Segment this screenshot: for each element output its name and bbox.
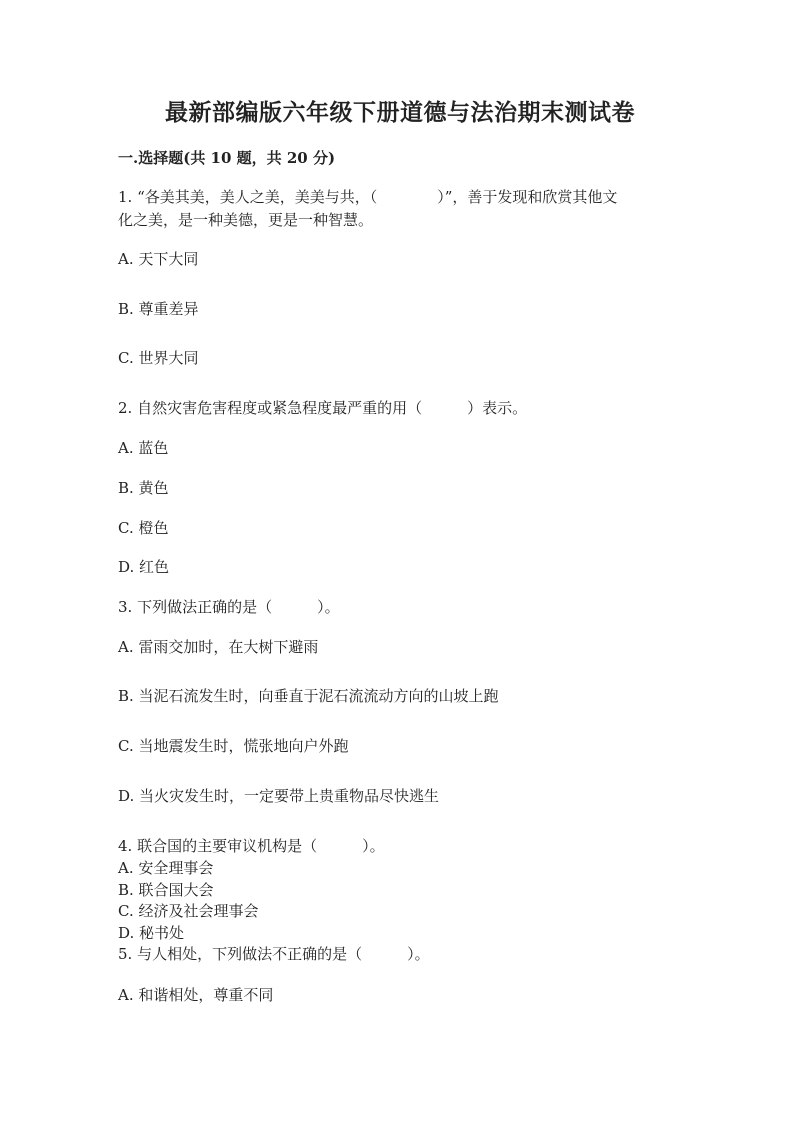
page-title: 最新部编版六年级下册道德与法治期末测试卷 <box>165 99 635 126</box>
option-d: D. 当火灾发生时，一定要带上贵重物品尽快逃生 <box>118 787 440 805</box>
question-stem-line: 5. 与人相处，下列做法不正确的是（ ）。 <box>118 945 430 963</box>
option-c: C. 橙色 <box>118 519 169 537</box>
option-a: A. 天下大同 <box>118 250 199 268</box>
option-a: A. 安全理事会 <box>118 859 214 877</box>
option-d: D. 秘书处 <box>118 924 185 942</box>
option-b: B. 联合国大会 <box>118 881 214 899</box>
option-c: C. 世界大同 <box>118 349 199 367</box>
option-c: C. 当地震发生时，慌张地向户外跑 <box>118 737 349 755</box>
option-b: B. 尊重差异 <box>118 300 199 318</box>
question-stem-line: 3. 下列做法正确的是（ ）。 <box>118 598 340 616</box>
option-b: B. 黄色 <box>118 479 169 497</box>
option-b: B. 当泥石流发生时，向垂直于泥石流流动方向的山坡上跑 <box>118 687 499 705</box>
section-heading: 一.选择题(共 10 题，共 20 分) <box>118 149 336 167</box>
option-a: A. 和谐相处，尊重不同 <box>118 986 274 1004</box>
question-stem-line: 2. 自然灾害危害程度或紧急程度最严重的用（ ）表示。 <box>118 399 528 417</box>
option-a: A. 雷雨交加时，在大树下避雨 <box>118 638 319 656</box>
question-stem-line: 化之美，是一种美德，更是一种智慧。 <box>118 211 374 229</box>
question-stem-line: 4. 联合国的主要审议机构是（ ）。 <box>118 837 385 855</box>
option-a: A. 蓝色 <box>118 439 169 457</box>
option-d: D. 红色 <box>118 558 170 576</box>
option-c: C. 经济及社会理事会 <box>118 902 259 920</box>
question-stem-line: 1. “各美其美，美人之美，美美与共，（ ）”，善于发现和欣赏其他文 <box>118 188 618 206</box>
